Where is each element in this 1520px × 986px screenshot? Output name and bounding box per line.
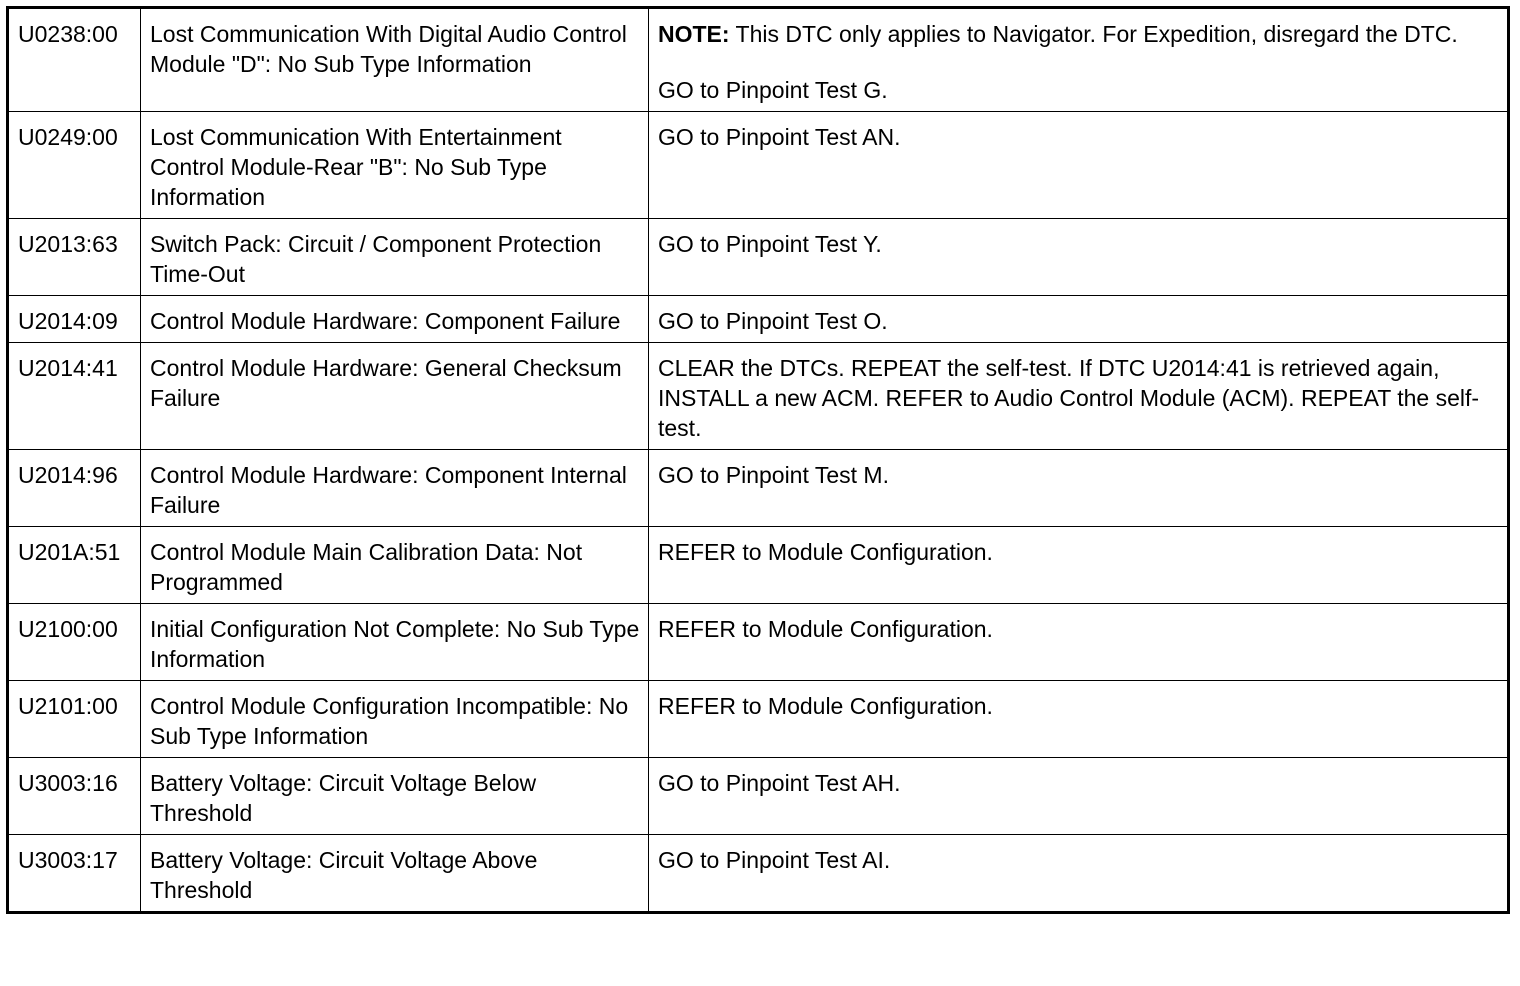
dtc-description: Lost Communication With Entertainment Control Module-Rear "B": No Sub Type Information (141, 112, 649, 219)
dtc-description: Switch Pack: Circuit / Component Protection Time-Out (141, 219, 649, 296)
dtc-description: Control Module Hardware: Component Internal Failure (141, 450, 649, 527)
dtc-code: U2014:09 (8, 296, 141, 343)
dtc-action: GO to Pinpoint Test Y. (649, 219, 1509, 296)
note-paragraph (658, 19, 1499, 49)
dtc-table (6, 6, 1510, 914)
dtc-action: GO to Pinpoint Test O. (649, 296, 1509, 343)
table-row (8, 343, 1509, 450)
dtc-code: U2014:41 (8, 343, 141, 450)
dtc-code: U2101:00 (8, 681, 141, 758)
table-row (8, 112, 1509, 219)
dtc-action (649, 8, 1509, 112)
note-text: This DTC only applies to Navigator. For Expedition, disregard the DTC. (729, 21, 1458, 47)
dtc-description: Lost Communication With Digital Audio Control Module "D": No Sub Type Information (141, 8, 649, 112)
table-row (8, 604, 1509, 681)
dtc-action: GO to Pinpoint Test M. (649, 450, 1509, 527)
dtc-code: U0249:00 (8, 112, 141, 219)
table-row (8, 835, 1509, 913)
table-row (8, 527, 1509, 604)
dtc-action: CLEAR the DTCs. REPEAT the self-test. If DTC U2014:41 is retrieved again, INSTALL a new ACM. REFER to Audio Control Module (ACM). REPEAT the self-test. (649, 343, 1509, 450)
dtc-description: Control Module Configuration Incompatible: No Sub Type Information (141, 681, 649, 758)
dtc-description: Control Module Main Calibration Data: Not Programmed (141, 527, 649, 604)
dtc-code: U2100:00 (8, 604, 141, 681)
table-row (8, 219, 1509, 296)
dtc-action: REFER to Module Configuration. (649, 604, 1509, 681)
dtc-action: REFER to Module Configuration. (649, 527, 1509, 604)
dtc-action: GO to Pinpoint Test AH. (649, 758, 1509, 835)
dtc-code: U3003:16 (8, 758, 141, 835)
dtc-action: REFER to Module Configuration. (649, 681, 1509, 758)
table-row (8, 8, 1509, 112)
dtc-code: U201A:51 (8, 527, 141, 604)
table-row (8, 681, 1509, 758)
table-row (8, 296, 1509, 343)
note-label: NOTE: (658, 21, 730, 47)
dtc-code: U3003:17 (8, 835, 141, 913)
dtc-action: GO to Pinpoint Test AI. (649, 835, 1509, 913)
dtc-description: Battery Voltage: Circuit Voltage Below Threshold (141, 758, 649, 835)
action-text: GO to Pinpoint Test G. (658, 77, 888, 103)
dtc-description: Initial Configuration Not Complete: No Sub Type Information (141, 604, 649, 681)
dtc-action: GO to Pinpoint Test AN. (649, 112, 1509, 219)
table-row (8, 450, 1509, 527)
dtc-description: Control Module Hardware: General Checksum Failure (141, 343, 649, 450)
dtc-description: Control Module Hardware: Component Failure (141, 296, 649, 343)
table-row (8, 758, 1509, 835)
dtc-code: U2014:96 (8, 450, 141, 527)
dtc-code: U0238:00 (8, 8, 141, 112)
dtc-description: Battery Voltage: Circuit Voltage Above Threshold (141, 835, 649, 913)
dtc-code: U2013:63 (8, 219, 141, 296)
